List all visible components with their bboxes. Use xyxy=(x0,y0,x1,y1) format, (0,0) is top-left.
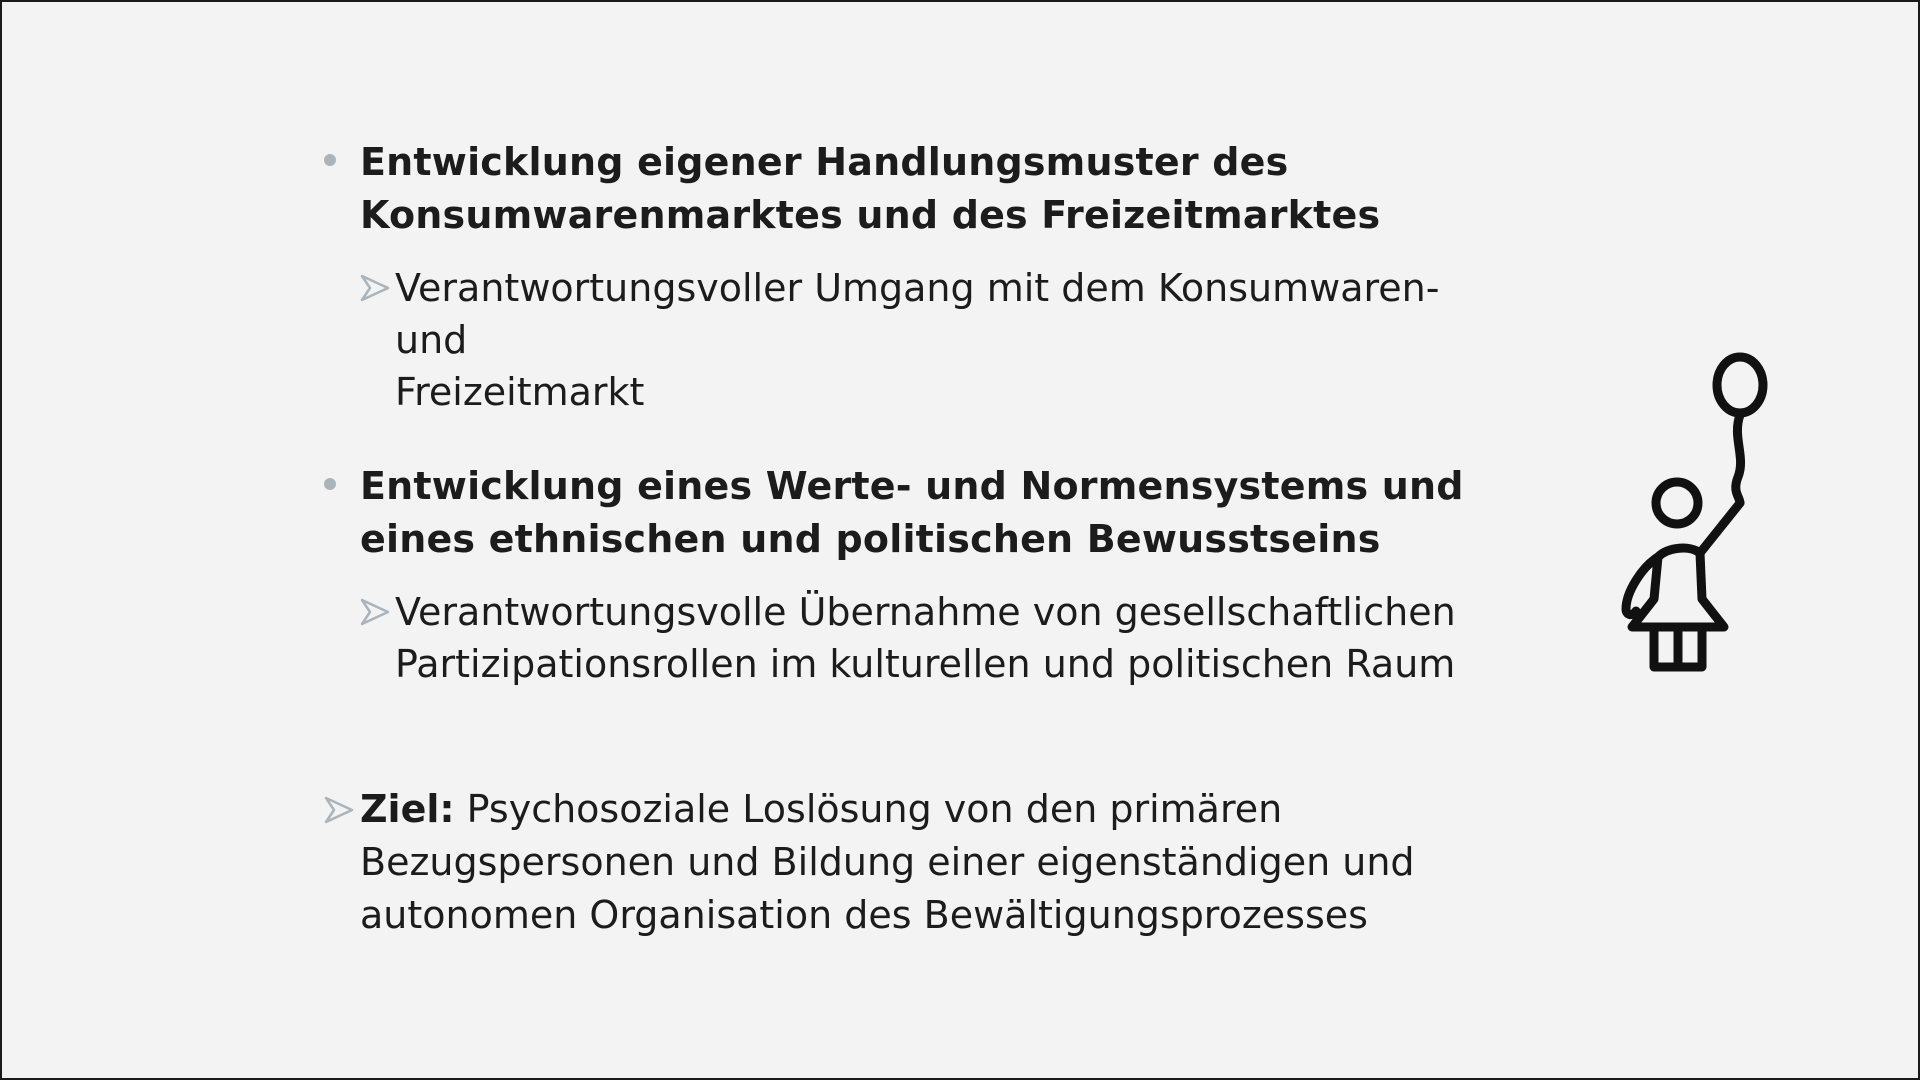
bullet-heading xyxy=(324,136,1504,242)
sub-line: Verantwortungsvoller Umgang mit dem Konsumwaren- und xyxy=(395,266,1440,362)
section-values-norms xyxy=(324,460,1504,690)
dot-bullet-icon xyxy=(324,478,336,490)
goal-text: Psychosoziale Loslösung von den primären xyxy=(454,787,1283,831)
sub-bullet xyxy=(324,586,1504,690)
sub-line: Freizeitmarkt xyxy=(395,370,645,414)
slide xyxy=(2,2,1918,1078)
arrow-bullet-icon xyxy=(360,274,390,302)
goal-label: Ziel: xyxy=(360,787,455,831)
heading-line: Entwicklung eines Werte- und Normensystems und xyxy=(360,464,1464,508)
heading-line: Entwicklung eigener Handlungsmuster des xyxy=(360,140,1289,184)
sub-line: Verantwortungsvolle Übernahme von gesellschaftlichen xyxy=(395,590,1456,634)
goal-line: autonomen Organisation des Bewältigungsprozesses xyxy=(360,893,1368,937)
arrow-bullet-icon xyxy=(360,598,390,626)
section-consumer-market xyxy=(324,136,1504,418)
heading-line: Konsumwarenmarktes und des Freizeitmarktes xyxy=(360,193,1381,237)
child-with-balloon-icon xyxy=(1612,347,1782,677)
sub-bullet xyxy=(324,262,1504,418)
heading-line: eines ethnischen und politischen Bewusstseins xyxy=(360,517,1381,561)
sub-line: Partizipationsrollen im kulturellen und politischen Raum xyxy=(395,642,1456,686)
goal-line: Bezugspersonen und Bildung einer eigenständigen und xyxy=(360,840,1415,884)
arrow-bullet-icon xyxy=(324,796,354,824)
dot-bullet-icon xyxy=(324,154,336,166)
goal-statement xyxy=(324,783,1540,942)
bullet-heading xyxy=(324,460,1504,566)
goal-line xyxy=(360,783,1540,836)
